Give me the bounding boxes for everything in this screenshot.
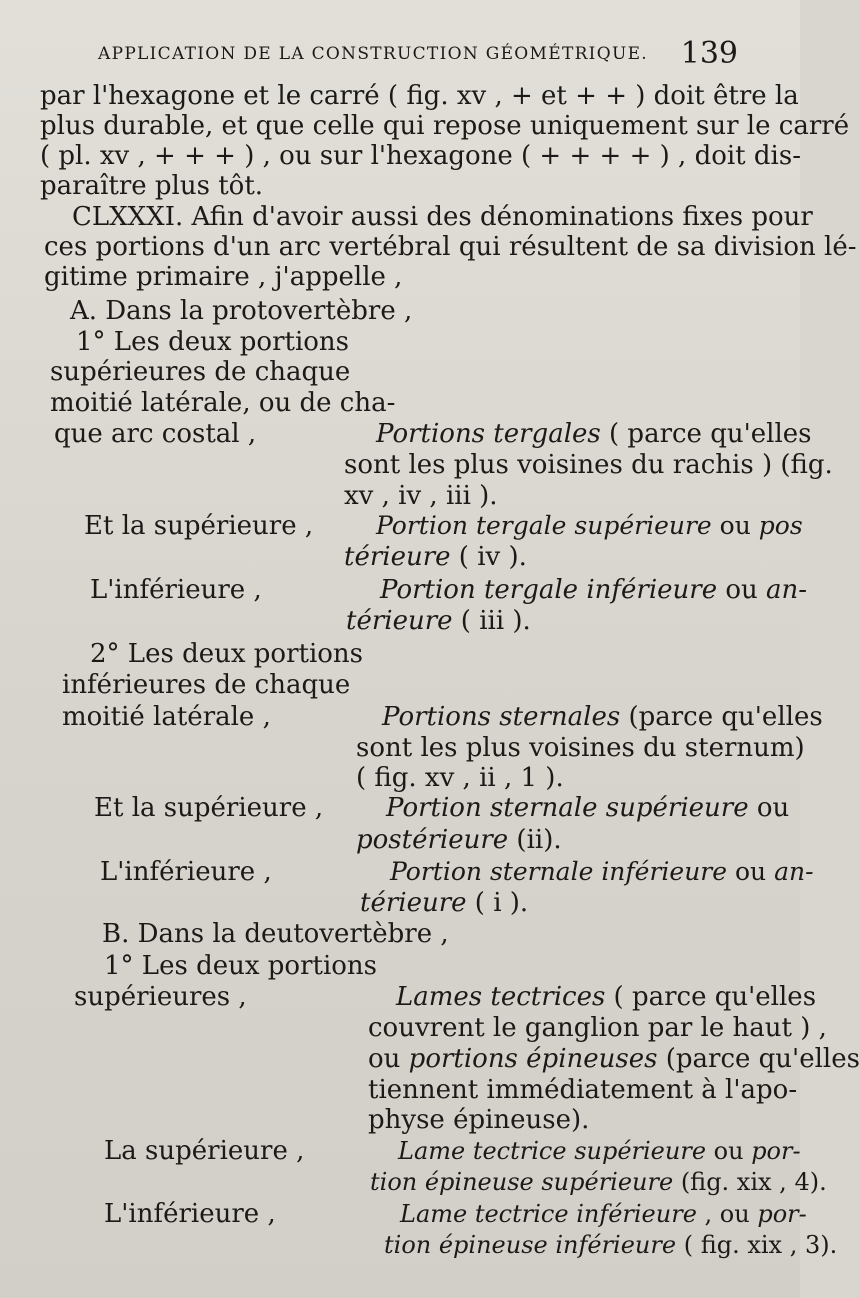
definition-line: Portion sternale inférieure ou an- — [390, 857, 814, 886]
term: Lame tectrice supérieure — [398, 1137, 707, 1165]
left-col-line: moitié latérale , — [62, 702, 271, 732]
definition-line: térieure ( i ). — [360, 888, 529, 918]
left-col-line: L'inférieure , — [104, 1199, 276, 1229]
text-line: par l'hexagone et le carré ( fig. xv , + et + + ) doit être la — [40, 81, 799, 111]
text-line: ( pl. xv , + + + ) , ou sur l'hexagone ( + + + + ) , doit dis- — [40, 141, 801, 171]
left-col-line: supérieures , — [74, 982, 247, 1012]
definition-line: Lames tectrices ( parce qu'elles — [396, 982, 817, 1012]
left-col-line: supérieures de chaque — [50, 357, 351, 387]
term: Portion tergale supérieure — [376, 511, 712, 540]
definition-line: tion épineuse supérieure (fig. xix , 4). — [370, 1168, 827, 1196]
definition-line: couvrent le ganglion par le haut ) , — [368, 1013, 827, 1043]
left-col-line: 1° Les deux portions — [76, 327, 349, 357]
term: Portions sternales — [382, 702, 621, 732]
definition-line: Lame tectrice supérieure ou por- — [398, 1137, 801, 1165]
subsection-label: B. Dans la deutovertèbre , — [102, 919, 449, 949]
definition-line: Lame tectrice inférieure , ou por- — [400, 1200, 807, 1228]
term: Lame tectrice inférieure — [400, 1200, 697, 1228]
left-col-line: inférieures de chaque — [62, 670, 351, 700]
subsection-label: A. Dans la protovertèbre , — [70, 296, 413, 326]
text-line: plus durable, et que celle qui repose uniquement sur le carré — [40, 111, 850, 141]
definition-line: Portions tergales ( parce qu'elles — [376, 419, 812, 449]
definition-line: xv , iv , iii ). — [344, 481, 498, 511]
term: Portion sternale supérieure — [386, 793, 749, 823]
left-col-line: 1° Les deux portions — [104, 951, 377, 981]
text-line: paraître plus tôt. — [40, 171, 264, 201]
running-title: APPLICATION DE LA CONSTRUCTION GÉOMÉTRIQUE. — [98, 44, 648, 64]
term: Portions tergales — [376, 419, 601, 449]
page-number: 139 — [680, 36, 738, 71]
definition-line: Portion tergale inférieure ou an- — [380, 575, 808, 605]
definition-line: térieure ( iii ). — [346, 606, 531, 636]
definition-line: Portions sternales (parce qu'elles — [382, 702, 823, 732]
text-line: gitime primaire , j'appelle , — [44, 262, 403, 292]
left-col-line: 2° Les deux portions — [90, 639, 363, 669]
left-col-line: La supérieure , — [104, 1136, 305, 1166]
left-col-line: L'inférieure , — [90, 575, 262, 605]
term: Lames tectrices — [396, 982, 606, 1012]
section-heading-line: CLXXXI. Afin d'avoir aussi des dénominations fixes pour — [72, 202, 813, 232]
running-header — [98, 36, 738, 74]
left-col-line: L'inférieure , — [100, 857, 272, 887]
definition-line: Portion tergale supérieure ou pos — [376, 511, 803, 540]
definition-line: Portion sternale supérieure ou — [386, 793, 790, 823]
left-col-line: Et la supérieure , — [94, 793, 324, 823]
definition-line: ou portions épineuses (parce qu'elles — [368, 1044, 860, 1074]
definition-line: sont les plus voisines du rachis ) (fig. — [344, 450, 833, 480]
definition-line: physe épineuse). — [368, 1105, 590, 1135]
left-col-line: moitié latérale, ou de cha- — [50, 388, 396, 418]
definition-line: sont les plus voisines du sternum) — [356, 733, 805, 763]
definition-line: postérieure (ii). — [356, 825, 562, 855]
term: Portion tergale inférieure — [380, 575, 718, 605]
text-line: ces portions d'un arc vertébral qui résultent de sa division lé- — [44, 232, 857, 262]
term: Portion sternale inférieure — [390, 857, 728, 886]
definition-line: ( fig. xv , ii , 1 ). — [356, 763, 564, 793]
definition-line: tiennent immédiatement à l'apo- — [368, 1075, 798, 1105]
definition-line: térieure ( iv ). — [344, 542, 527, 572]
left-col-line: que arc costal , — [54, 419, 257, 449]
definition-line: tion épineuse inférieure ( fig. xix , 3). — [384, 1231, 838, 1259]
left-col-line: Et la supérieure , — [84, 511, 314, 541]
